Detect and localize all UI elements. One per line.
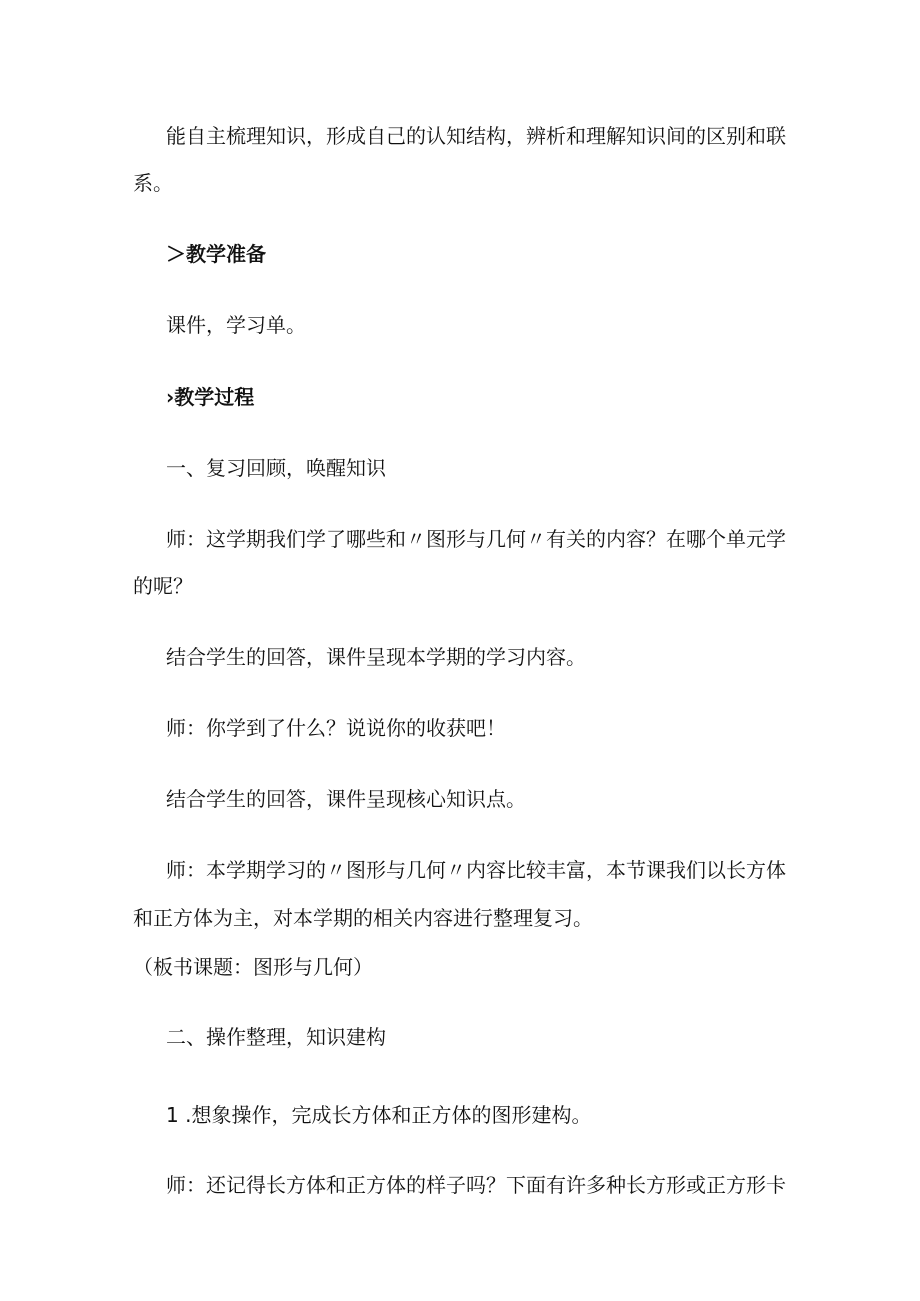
goal-paragraph-line-2: 系。 xyxy=(133,171,173,195)
answer-2: 结合学生的回答，课件呈现核心知识点。 xyxy=(166,787,526,811)
section-1-title: 一、复习回顾，唤醒知识 xyxy=(166,456,386,480)
teacher-intro-line-1: 师：本学期学习的〃图形与几何〃内容比较丰富，本节课我们以长方体 xyxy=(166,858,786,882)
section-2-title: 二、操作整理，知识建构 xyxy=(166,1025,386,1049)
preparation-text: 课件，学习单。 xyxy=(166,313,306,337)
teacher-question-3: 师：还记得长方体和正方体的样子吗？下面有许多种长方形或正方形卡 xyxy=(166,1173,786,1197)
step-1: 1 .想象操作，完成长方体和正方体的图形建构。 xyxy=(166,1103,592,1127)
teacher-question-1-line-1: 师：这学期我们学了哪些和〃图形与几何〃有关的内容？在哪个单元学 xyxy=(166,527,786,551)
teacher-question-2: 师：你学到了什么？说说你的收获吧！ xyxy=(166,716,506,740)
goal-paragraph-line-1: 能自主梳理知识，形成自己的认知结构，辨析和理解知识间的区别和联 xyxy=(166,124,786,148)
answer-1: 结合学生的回答，课件呈现本学期的学习内容。 xyxy=(166,645,586,669)
heading-teaching-preparation: ＞教学准备 xyxy=(166,242,266,266)
teacher-question-1-line-2: 的呢？ xyxy=(133,574,193,598)
teacher-intro-line-3: （板书课题：图形与几何） xyxy=(133,955,373,979)
teacher-intro-line-2: 和正方体为主，对本学期的相关内容进行整理复习。 xyxy=(133,906,593,930)
heading-teaching-process: ›教学过程 xyxy=(166,385,255,409)
